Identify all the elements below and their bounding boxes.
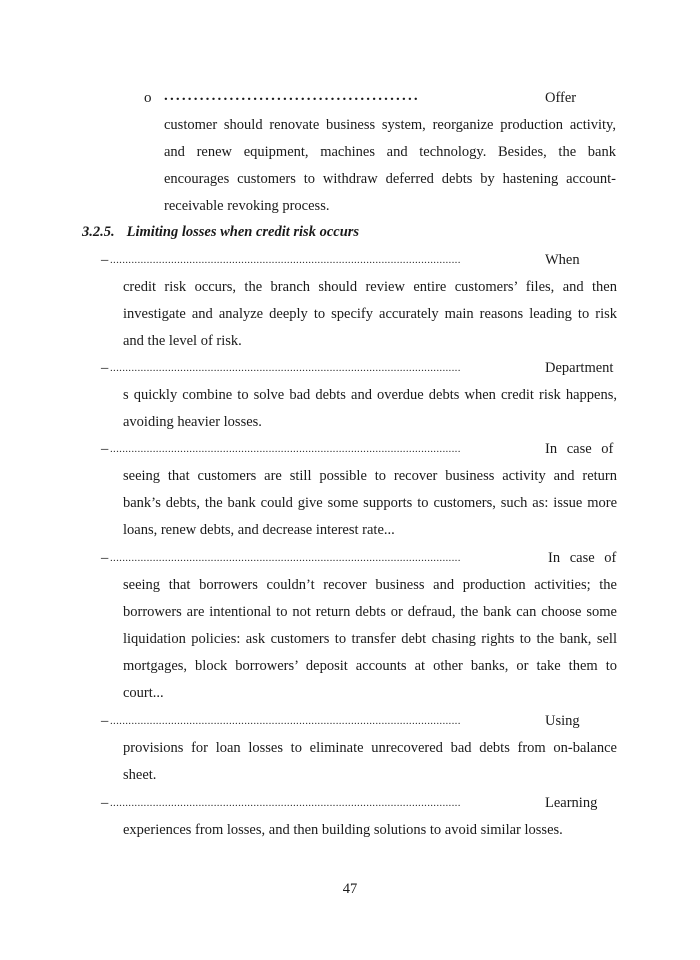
item-line: court... (123, 685, 164, 701)
leader-dots: ................................................................................................................... (110, 797, 461, 809)
dash-marker: – (101, 441, 109, 457)
bullet-line: customer should renovate business system, reorganize production activity, (164, 117, 616, 133)
bullet-marker: o (144, 90, 152, 106)
bullet-line: and renew equipment, machines and technology. Besides, the bank (164, 144, 616, 160)
leader-dots: ................................................................................................................... (110, 552, 461, 564)
item-lead-row (101, 548, 621, 568)
dash-marker: – (101, 795, 109, 811)
section-number: 3.2.5. (82, 224, 115, 240)
item-line: s quickly combine to solve bad debts and overdue debts when credit risk happens, (123, 387, 617, 403)
item-first-word: Department (545, 360, 614, 376)
item-line: borrowers are intentional to not return debts or defraud, the bank can choose some (123, 604, 617, 620)
leader-dots: ................................................................................................................... (110, 715, 461, 727)
dash-marker: – (101, 252, 109, 268)
bullet-leader-dots: ........................................... (164, 88, 420, 104)
leader-dots: ................................................................................................................... (110, 254, 461, 266)
item-line: seeing that borrowers couldn’t recover business and production activities; the (123, 577, 617, 593)
item-line: and the level of risk. (123, 333, 242, 349)
section-heading (82, 222, 359, 242)
section-title: Limiting losses when credit risk occurs (126, 224, 360, 240)
item-line: sheet. (123, 767, 157, 783)
item-line: liquidation policies: ask customers to transfer debt chasing rights to the bank, sell (123, 631, 617, 647)
item-line: loans, renew debts, and decrease interest rate... (123, 522, 395, 538)
item-line: seeing that customers are still possible to recover business activity and return (123, 468, 617, 484)
item-line: investigate and analyze deeply to specify accurately main reasons leading to risk (123, 306, 617, 322)
page-number: 47 (342, 881, 358, 897)
dash-marker: – (101, 713, 109, 729)
item-first-word: Using (545, 713, 580, 729)
dash-marker: – (101, 360, 109, 376)
item-lead-row (101, 250, 621, 270)
item-line: experiences from losses, and then building solutions to avoid similar losses. (123, 822, 563, 838)
item-first-word: In case of (548, 550, 617, 566)
item-first-word: Learning (545, 795, 598, 811)
item-line: provisions for loan losses to eliminate unrecovered bad debts from on-balance (123, 740, 617, 756)
leader-dots: ................................................................................................................... (110, 362, 461, 374)
bullet-first-word: Offer (545, 90, 577, 106)
dash-marker: – (101, 550, 109, 566)
item-lead-row (101, 793, 621, 813)
item-line: mortgages, block borrowers’ deposit accounts at other banks, or take them to (123, 658, 617, 674)
item-line: bank’s debts, the bank could give some supports to customers, such as: issue more (123, 495, 617, 511)
leader-dots: ................................................................................................................... (110, 443, 461, 455)
item-lead-row (101, 439, 621, 459)
item-first-word: In case of (545, 441, 614, 457)
item-line: avoiding heavier losses. (123, 414, 262, 430)
item-line: credit risk occurs, the branch should review entire customers’ files, and then (123, 279, 617, 295)
bullet-line: encourages customers to withdraw deferred debts by hastening account- (164, 171, 616, 187)
item-lead-row (101, 358, 621, 378)
item-lead-row (101, 711, 621, 731)
bullet-line: receivable revoking process. (164, 198, 330, 214)
item-first-word: When (545, 252, 580, 268)
